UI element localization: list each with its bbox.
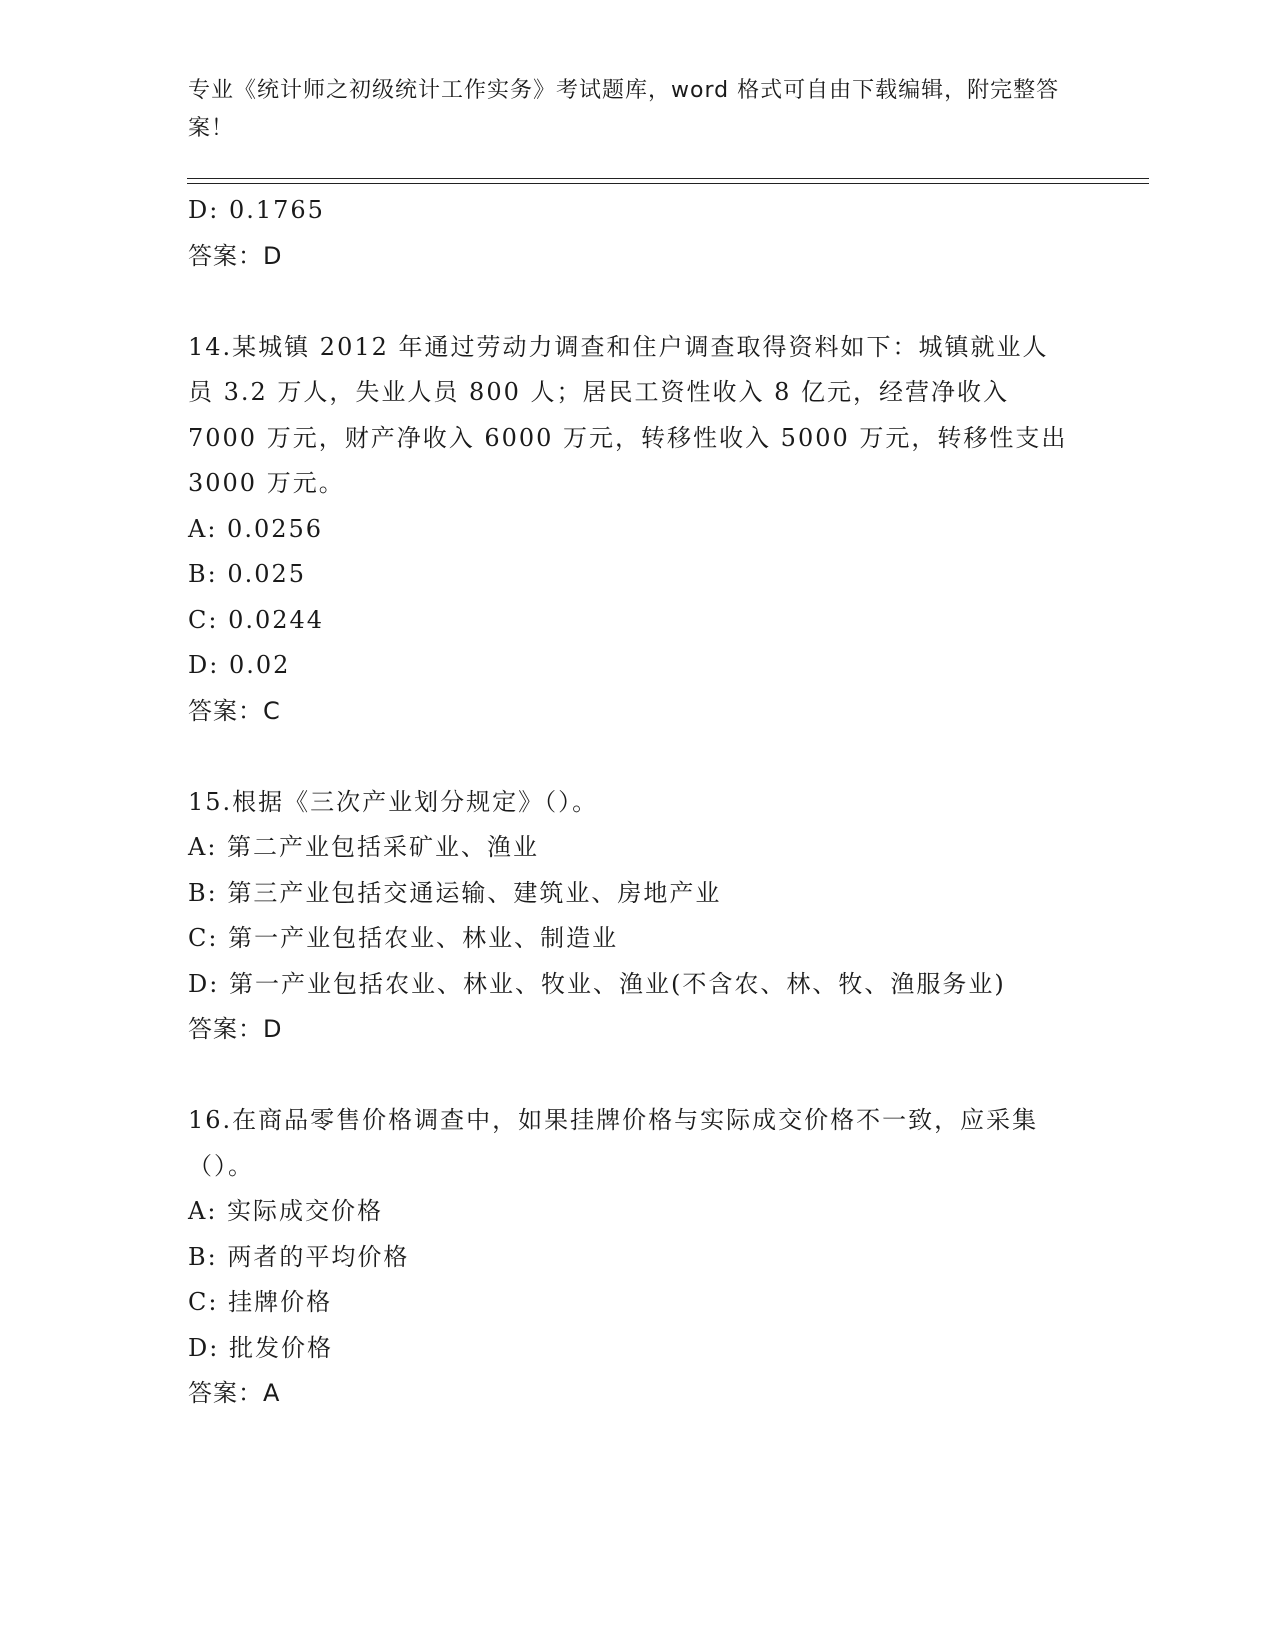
question-14-option-d: D: 0.02 — [188, 651, 291, 679]
question-15-answer: 答案：D — [188, 1015, 283, 1043]
spacer — [188, 279, 1088, 325]
question-16-stem: 16.在商品零售价格调查中，如果挂牌价格与实际成交价格不一致，应采集（）。 — [188, 1106, 1039, 1180]
question-15-option-c: C: 第一产业包括农业、林业、制造业 — [188, 924, 619, 952]
question-16-answer: 答案：A — [188, 1379, 281, 1407]
question-15-option-a: A: 第二产业包括采矿业、渔业 — [188, 833, 540, 861]
header-divider-bottom — [187, 183, 1149, 184]
question-14-option-a: A: 0.0256 — [188, 514, 324, 543]
question-16-option-b: B: 两者的平均价格 — [188, 1242, 410, 1271]
question-15-stem: 15.根据《三次产业划分规定》（）。 — [188, 787, 599, 816]
question-16-option-d: D: 批发价格 — [188, 1333, 333, 1362]
question-content — [188, 188, 1088, 1417]
question-14-stem: 14.某城镇 2012 年通过劳动力调查和住户调查取得资料如下：城镇就业人员 3.2 万人，失业人员 800 人；居民工资性收入 8 亿元，经营净收入 7000 万元，财产净收入 6000 万元，转移性收入 5000 万元，转移性支出 3000 万元。 — [188, 332, 1068, 497]
prev-answer: 答案：D — [188, 241, 283, 270]
question-14-option-c: C: 0.0244 — [188, 605, 325, 634]
question-14-answer: 答案：C — [188, 696, 281, 725]
spacer — [188, 1053, 1088, 1099]
question-15-option-b: B: 第三产业包括交通运输、建筑业、房地产业 — [188, 878, 722, 907]
prev-option-d: D: 0.1765 — [188, 196, 325, 224]
spacer — [188, 734, 1088, 780]
document-header: 专业《统计师之初级统计工作实务》考试题库，word 格式可自由下载编辑，附完整答案！ — [188, 78, 1060, 141]
question-14-option-b: B: 0.025 — [188, 560, 307, 588]
header-divider-top — [187, 178, 1149, 179]
question-16-option-c: C: 挂牌价格 — [188, 1288, 333, 1316]
question-16-option-a: A: 实际成交价格 — [188, 1197, 384, 1225]
question-15-option-d: D: 第一产业包括农业、林业、牧业、渔业(不含农、林、牧、渔服务业) — [188, 969, 1006, 998]
